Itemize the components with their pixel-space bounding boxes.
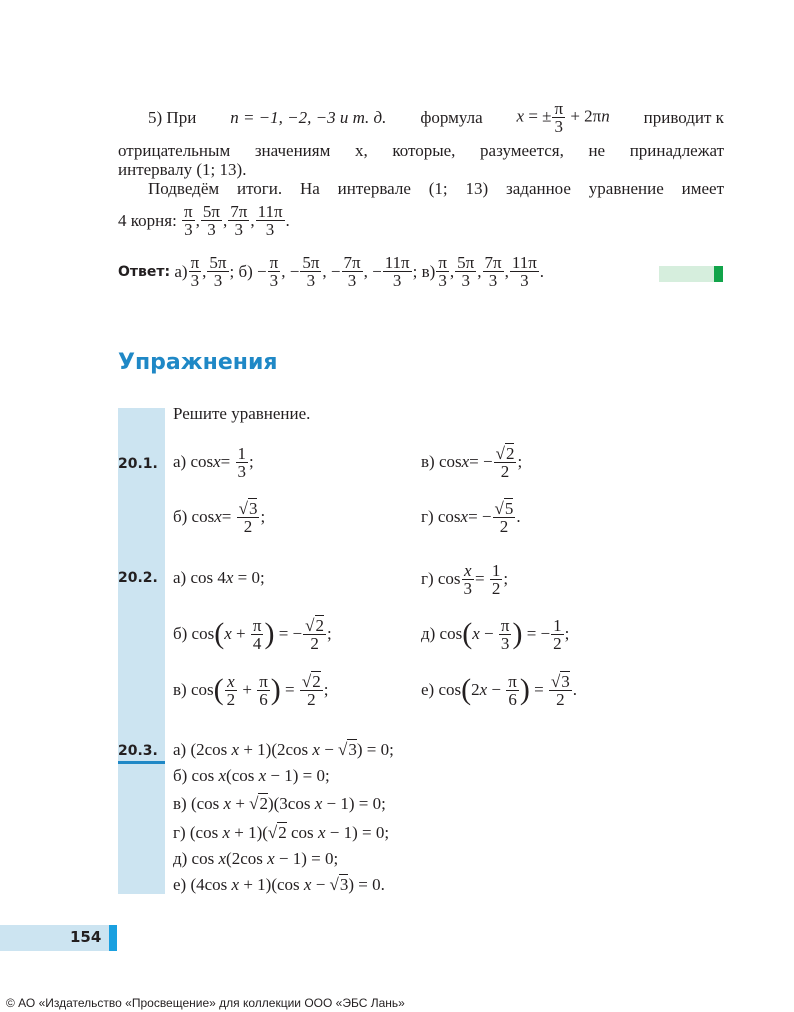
answer-label: Ответ: xyxy=(118,263,171,280)
sidebar-underline xyxy=(118,761,165,764)
ex-20-1-v: в) cos x = − $\frac{√2}{2}$ ; xyxy=(421,443,523,481)
ex-20-2-v: в) cos ( $\frac{x}{2}$ + $\frac{\pi}{6}$ ) = $\frac{√2}{2}$ ; xyxy=(173,671,329,709)
ex-20-2-a: а) cos 4x = 0; xyxy=(173,568,265,587)
exercise-sidebar xyxy=(118,408,165,894)
ex-20-3-g: г) (cos x + 1)(√2 cos x − 1) = 0; xyxy=(173,823,390,842)
exercise-number: 20.1. xyxy=(118,456,158,472)
answer-line: Ответ: а) $\frac{\pi}{3}$ , $\frac{5\pi}{3}$ ; б) − $\frac{\pi}{3}$ , − $\frac{5\pi}{3}$ , − $\frac{7\pi}{3}$ , − $\frac{11\pi}{3}$ ; в) $\frac{\pi}{3}$ , $\frac{5\pi}{3}$ , $\frac{7\pi}{3}$ , $\frac{11\pi}{3}$ . xyxy=(118,253,545,290)
ex-20-3-d: д) cos x(2cos x − 1) = 0; xyxy=(173,849,339,868)
exercise-intro: Решите уравнение. xyxy=(173,404,311,423)
ex-20-3-a: а) (2cos x + 1)(2cos x − √3) = 0; xyxy=(173,740,394,759)
solution-line4: Подведём итоги. На интервале (1; 13) заданное уравнение имеет xyxy=(148,179,724,198)
answer-end-bar xyxy=(659,266,715,282)
roots-line: 4 корня: $\frac{\pi}{3}$ , $\frac{5\pi}{3}$ , $\frac{7\pi}{3}$ , $\frac{11\pi}{3}$ . xyxy=(118,202,290,239)
solution-item5 xyxy=(148,100,724,135)
ex-20-3-e: е) (4cos x + 1)(cos x − √3) = 0. xyxy=(173,875,385,894)
exercise-number: 20.2. xyxy=(118,570,158,586)
exercise-number: 20.3. xyxy=(118,743,158,759)
item5-leads-to: приводит к xyxy=(643,107,724,127)
solution-line2: отрицательным значениям x, которые, разумеется, не принадлежат xyxy=(118,141,724,160)
ex-20-2-d: д) cos ( x − $\frac{\pi}{3}$ ) = − $\frac{1}{2}$ ; xyxy=(421,615,570,653)
solution-line3: интервалу (1; 13). xyxy=(118,160,247,179)
ex-20-1-g: г) cos x = − $\frac{√5}{2}$ . xyxy=(421,498,521,536)
item5-formula-word: формула xyxy=(420,107,483,127)
item5-n-values: n = −1, −2, −3 и т. д. xyxy=(230,107,387,127)
ex-20-2-g: г) cos $\frac{x}{3}$ = $\frac{1}{2}$ ; xyxy=(421,560,509,598)
item5-formula: x = ± $\frac{\pi}{3}$ + 2πn xyxy=(516,99,610,136)
answer-end-marker xyxy=(714,266,723,282)
copyright-notice: © АО «Издательство «Просвещение» для коллекции ООО «ЭБС Лань» xyxy=(6,996,405,1010)
ex-20-1-b: б) cos x = $\frac{√3}{2}$ ; xyxy=(173,498,266,536)
ex-20-2-e: е) cos ( 2 x − $\frac{\pi}{6}$ ) = $\frac{√3}{2}$ . xyxy=(421,671,578,709)
ex-20-3-v: в) (cos x + √2)(3cos x − 1) = 0; xyxy=(173,794,386,813)
ex-20-3-b: б) cos x(cos x − 1) = 0; xyxy=(173,766,330,785)
ex-20-2-b: б) cos ( x + $\frac{\pi}{4}$ ) = − $\frac{√2}{2}$ ; xyxy=(173,615,332,653)
page-number-marker xyxy=(109,925,117,951)
page-number: 154 xyxy=(70,928,102,946)
ex-20-1-a: а) cos x = $\frac{1}{3}$ ; xyxy=(173,443,254,481)
item5-prefix: 5) При xyxy=(148,107,197,127)
roots-prefix: 4 корня: xyxy=(118,210,177,230)
exercises-heading: Упражнения xyxy=(118,350,278,375)
